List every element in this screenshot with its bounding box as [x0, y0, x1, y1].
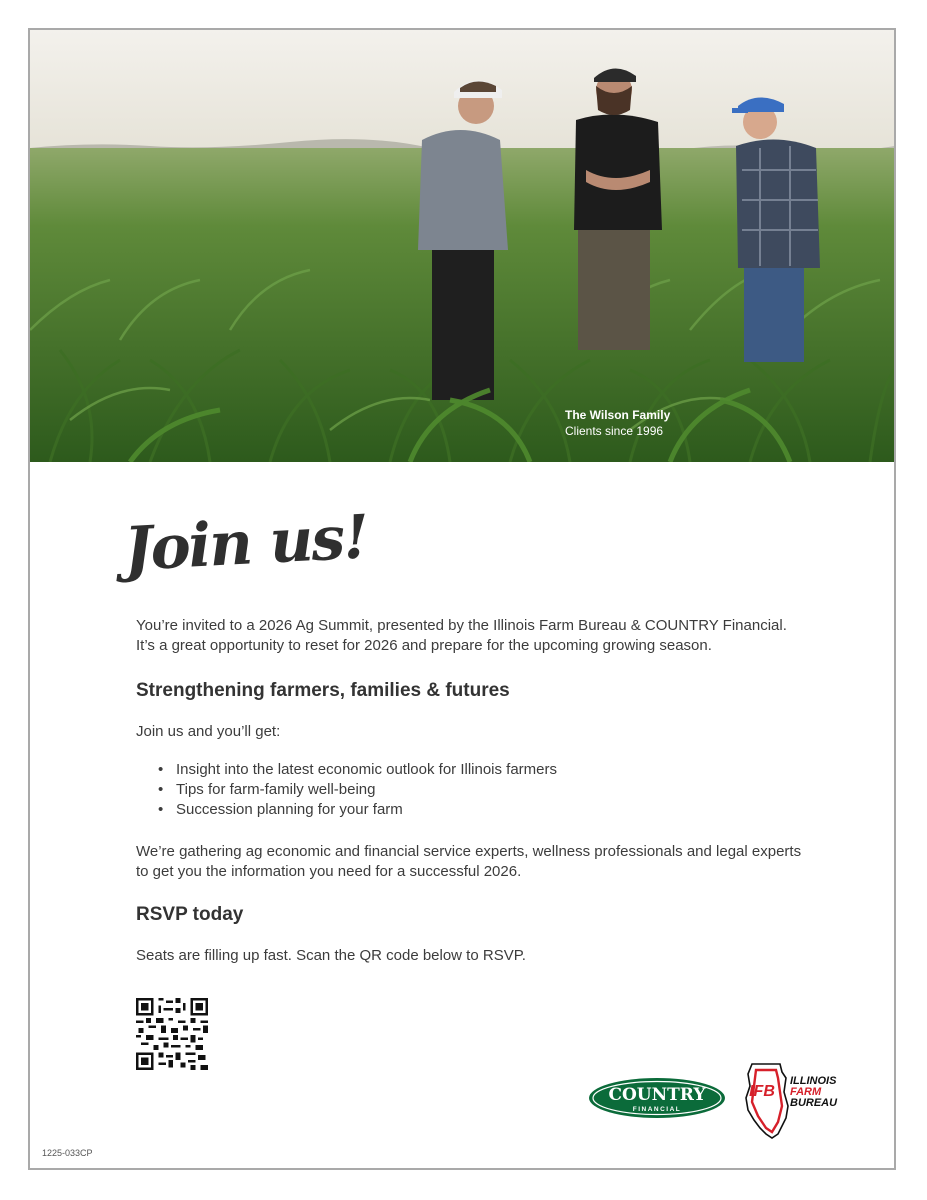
field-photo-illustration [30, 30, 894, 462]
caption-name: The Wilson Family [565, 408, 671, 422]
country-logo-word: COUNTRY [608, 1085, 706, 1105]
intro-line-1: You’re invited to a 2026 Ag Summit, presented by the Illinois Farm Bureau & COUNTRY Financial. [136, 617, 787, 634]
benefit-list [158, 760, 557, 820]
section-heading-strengthening: Strengthening farmers, families & futures [136, 680, 510, 701]
ifb-line-2: FARM [790, 1086, 822, 1098]
bullet-icon: • [158, 781, 164, 798]
body-line-1: We’re gathering ag economic and financial service experts, wellness professionals and legal experts [136, 843, 802, 860]
ifb-line-3: BUREAU [790, 1097, 838, 1109]
list-item [158, 780, 557, 800]
country-logo-sub: FINANCIAL [632, 1106, 682, 1113]
rsvp-heading: RSVP today [136, 904, 244, 925]
ifb-initials: IFB [749, 1083, 775, 1100]
bullet-icon: • [158, 761, 164, 778]
ifb-line-1: ILLINOIS [790, 1075, 837, 1087]
body-line-2: to get you the information you need for a successful 2026. [136, 863, 522, 880]
illinois-farm-bureau-logo [742, 1062, 852, 1140]
list-item-text: Succession planning for your farm [176, 801, 403, 818]
flyer-frame [28, 28, 896, 1170]
footer-code: 1225-033CP [42, 1148, 93, 1158]
list-item [158, 760, 557, 780]
page-title: Join us! [122, 502, 370, 585]
rsvp-text: Seats are filling up fast. Scan the QR code below to RSVP. [136, 947, 526, 964]
qr-code-icon[interactable] [136, 998, 208, 1070]
list-item-text: Insight into the latest economic outlook for Illinois farmers [176, 761, 558, 778]
intro-line-2: It’s a great opportunity to reset for 2026 and prepare for the upcoming growing season. [136, 637, 712, 654]
list-item-text: Tips for farm-family well-being [176, 781, 376, 798]
section-lead: Join us and you’ll get: [136, 723, 281, 740]
caption-subtitle: Clients since 1996 [565, 424, 664, 438]
hero-photo [30, 30, 894, 462]
bullet-icon: • [158, 801, 164, 818]
country-financial-logo [588, 1076, 726, 1120]
list-item [158, 800, 557, 820]
photo-caption [565, 407, 670, 439]
